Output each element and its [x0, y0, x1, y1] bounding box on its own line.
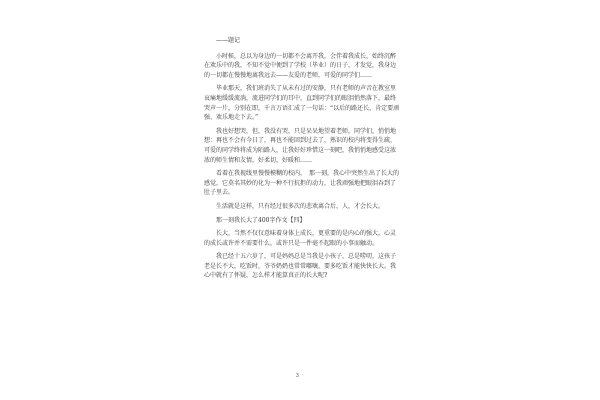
paragraph: 我也好想哭，但，我没有哭，只是呆呆地望着老师，同学们，悄悄地想：再也不会有今日了，再也不能回到过去了，熟识的校内将变得生疏，可爱的同学终将成为陌路人，让我好好珍惜这一刻吧，我悄悄地感受这浓浓的师生情和友情，好柔切，好暖和…… [204, 127, 397, 164]
paragraph: 生活就是这样，只有经过很多次的悲欢离合后，人，才会长大。 [216, 202, 385, 210]
paragraph: 小时候，总以为身边的一切都不会离开我，会伴着我成长，始终沉醉在欢乐中的我，不知不觉中便到了学校（毕业）的日子，才发觉，我身边的一切都在慢慢地离我远去——友爱的老师，可爱的同学们…… [204, 52, 397, 79]
section-heading: 那一刻我长大了400字作文【四】 [216, 216, 306, 224]
paragraph: 毕业那天，我们班消失了从未有过的安静，只有老师的声音在教室里哀痛地缓缓流淌，流进同学们的耳中，直到同学们的眼泪悄然落下，最终哭声一片，分别在即，千言万语汇成了一句话：“以后的路还长，肯定要顽强、欢乐地走下去。” [204, 85, 400, 122]
paragraph: 长大，当然不仅仅意味着身体上成长，更重要的是内心的强大，心灵的成长或许并不需要什么，或许只是一件毫不起眼的小事而触动。 [204, 230, 397, 247]
paragraph: 我已经十五六岁了，可是妈妈总是当我是小孩子，总是唠叨，这孩子老是长不大，吃饭时，爷爷奶奶也常常嘟嚷，要多吃饭才能快快长大。我心中就有了怀疑，怎么样才能算真正的长大呢? [204, 253, 397, 280]
page-number: 3 [296, 373, 299, 379]
paragraph: 看着在我视线里慢慢模糊的校内， 那一刻，我心中突然生出了长大的感觉，它莫名其妙的化为一种不行抗拒的动力，让我顽强地把眼泪吞到了肚子里去。 [204, 170, 400, 197]
epigraph-signature: ——题记 [216, 37, 241, 44]
document-body [204, 36, 400, 285]
